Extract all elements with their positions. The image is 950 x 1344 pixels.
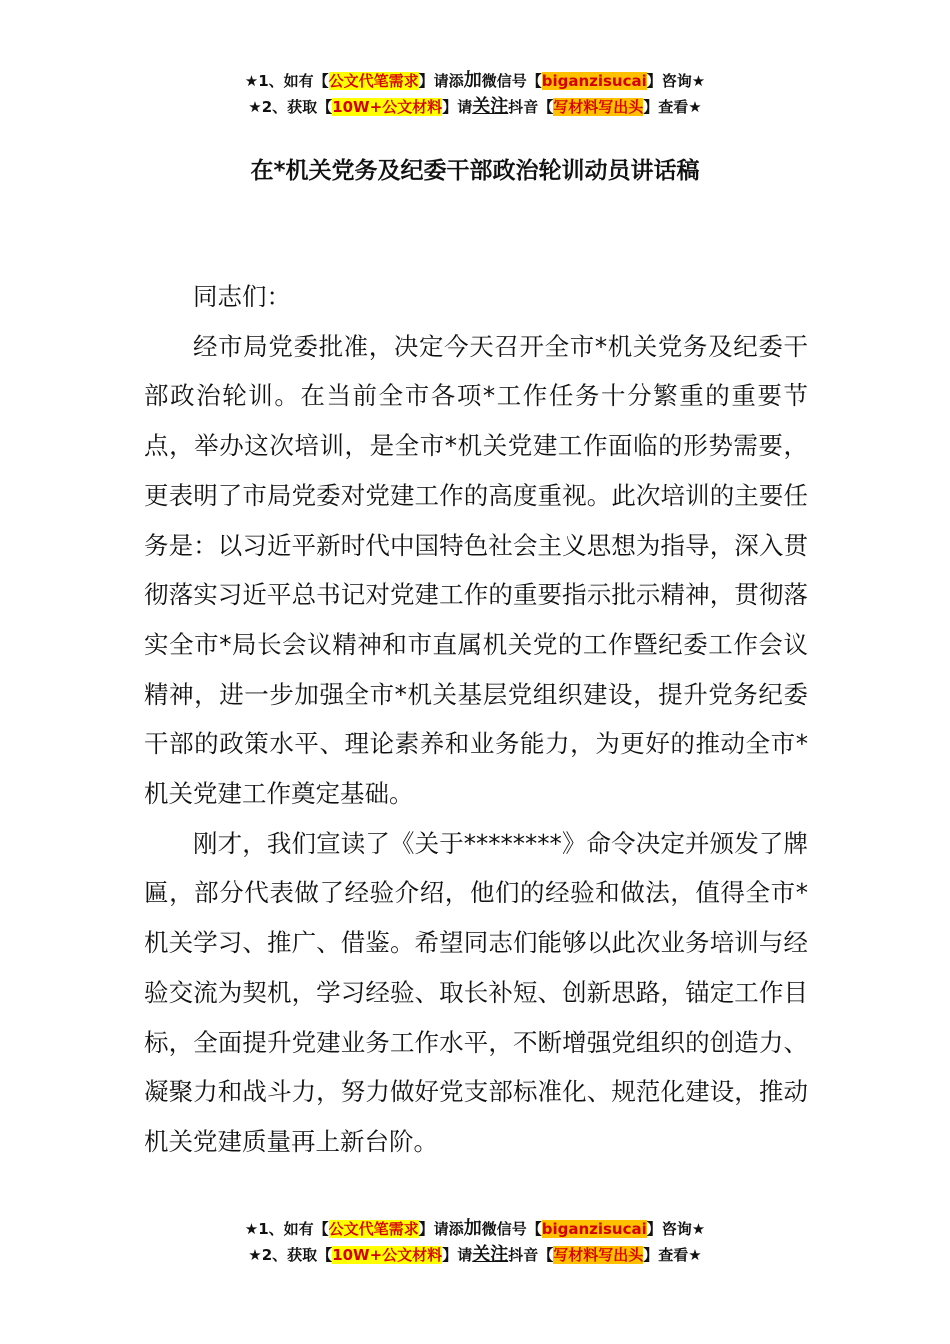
banner-highlight: 10W+公文材料 — [332, 98, 443, 116]
paragraph-1: 经市局党委批准，决定今天召开全市*机关党务及纪委干部政治轮训。在当前全市各项*工作任务十分繁重的重要节点，举办这次培训，是全市*机关党建工作面临的形势需要，更表明了市局党委对党建工作的高度重视。此次培训的主要任务是：以习近平新时代中国特色社会主义思想为指导，深入贯彻落实习近平总书记对党建工作的重要指示批示精神，贯彻落实全市*局长会议精神和市直属机关党的工作暨纪委工作会议精神，进一步加强全市*机关基层党组织建设，提升党务纪委干部的政策水平、理论素养和业务能力，为更好的推动全市*机关党建工作奠定基础。 — [144, 331, 808, 809]
salutation: 同志们： — [193, 282, 291, 311]
banner-line-2: ★2、获取【10W+公文材料】请关注抖音【写材料写出头】查看★ — [248, 1244, 702, 1265]
footer-banner — [0, 1216, 950, 1268]
header-banner — [0, 68, 950, 120]
banner-highlight: 公文代笔需求 — [328, 1220, 419, 1238]
document-title: 在*机关党务及纪委干部政治轮训动员讲话稿 — [250, 158, 700, 184]
banner-douyin-id: 写材料写出头 — [553, 98, 644, 116]
banner-line-1: ★1、如有【公文代笔需求】请添加微信号【biganzisucai】咨询★ — [244, 1218, 706, 1239]
banner-highlight: 10W+公文材料 — [332, 1246, 443, 1264]
banner-line-1: ★1、如有【公文代笔需求】请添加微信号【biganzisucai】咨询★ — [244, 70, 706, 91]
banner-wechat-id: biganzisucai — [541, 72, 647, 90]
paragraph-2: 刚才，我们宣读了《关于********》命令决定并颁发了牌匾，部分代表做了经验介绍，他们的经验和做法，值得全市*机关学习、推广、借鉴。希望同志们能够以此次业务培训与经验交流为契机，学习经验、取长补短、创新思路，锚定工作目标，全面提升党建业务工作水平，不断增强党组织的创造力、凝聚力和战斗力，努力做好党支部标准化、规范化建设，推动机关党建质量再上新台阶。 — [144, 828, 808, 1156]
banner-douyin-id: 写材料写出头 — [553, 1246, 644, 1264]
banner-highlight: 公文代笔需求 — [328, 72, 419, 90]
banner-wechat-id: biganzisucai — [541, 1220, 647, 1238]
banner-line-2: ★2、获取【10W+公文材料】请关注抖音【写材料写出头】查看★ — [248, 96, 702, 117]
document-body — [144, 272, 808, 1167]
